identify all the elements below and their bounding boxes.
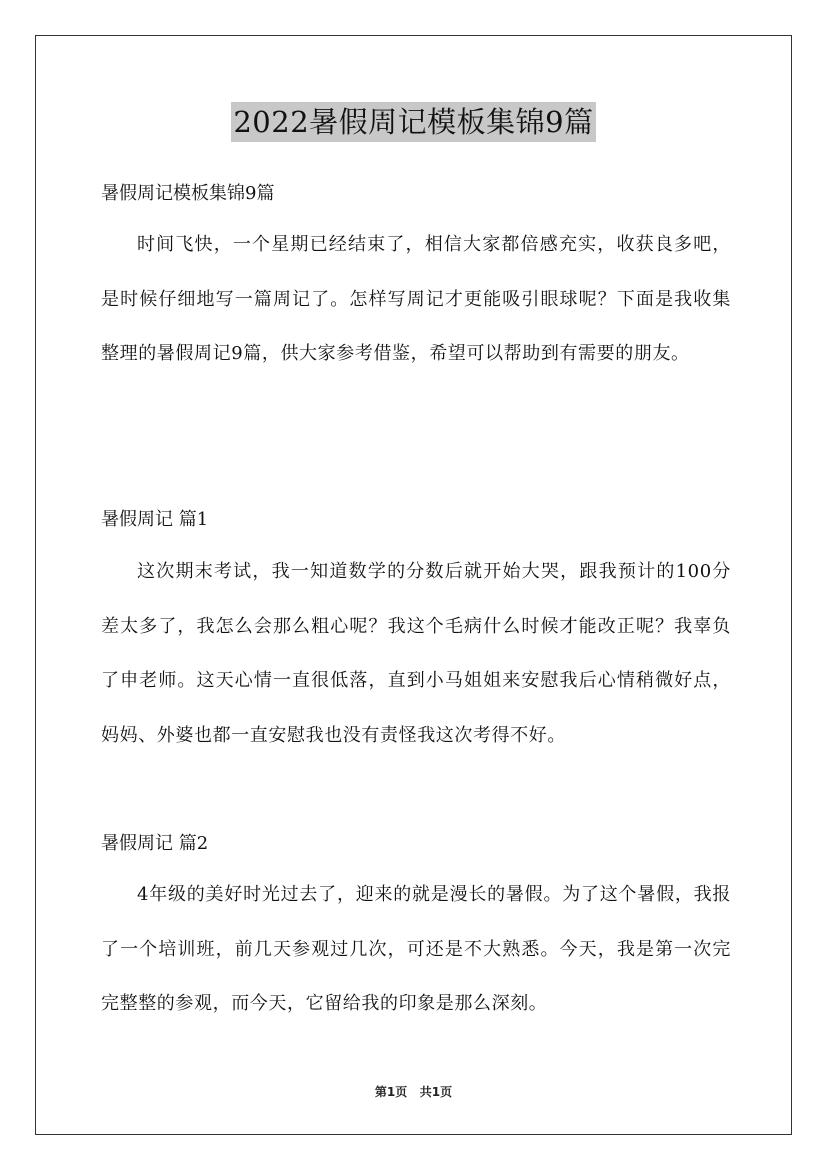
document-subtitle: 暑假周记模板集锦9篇 (101, 183, 275, 204)
footer-mid: 页 共 (395, 1085, 432, 1099)
document-title: 2022暑假周记模板集锦9篇 (231, 102, 595, 142)
intro-paragraph: 时间飞快，一个星期已经结束了，相信大家都倍感充实，收获良多吧，是时候仔细地写一篇周记了。怎样写周记才更能吸引眼球呢？下面是我收集整理的暑假周记9篇，供大家参考借鉴，希望可以帮助到有需要的朋友。 (101, 234, 731, 364)
footer-prefix: 第 (374, 1085, 387, 1099)
footer-suffix: 页 (440, 1085, 453, 1099)
title-container (0, 102, 827, 142)
section-heading-1: 暑假周记 篇1 (101, 509, 209, 530)
section-body-2: 4年级的美好时光过去了，迎来的就是漫长的暑假。为了这个暑假，我报了一个培训班，前几天参观过几次，可还是不大熟悉。今天，我是第一次完完整整的参观，而今天，它留给我的印象是那么深刻。 (101, 884, 731, 1014)
section-heading-2: 暑假周记 篇2 (101, 833, 209, 854)
footer-page-current: 1 (386, 1085, 396, 1099)
footer-page-total: 1 (431, 1085, 441, 1099)
section-body-1: 这次期末考试，我一知道数学的分数后就开始大哭，跟我预计的100分差太多了，我怎么会那么粗心呢？我这个毛病什么时候才能改正呢？我辜负了申老师。这天心情一直很低落，直到小马姐姐来安慰我后心情稍微好点，妈妈、外婆也都一直安慰我也没有责怪我这次考得不好。 (101, 561, 731, 746)
page-footer (0, 1083, 827, 1100)
